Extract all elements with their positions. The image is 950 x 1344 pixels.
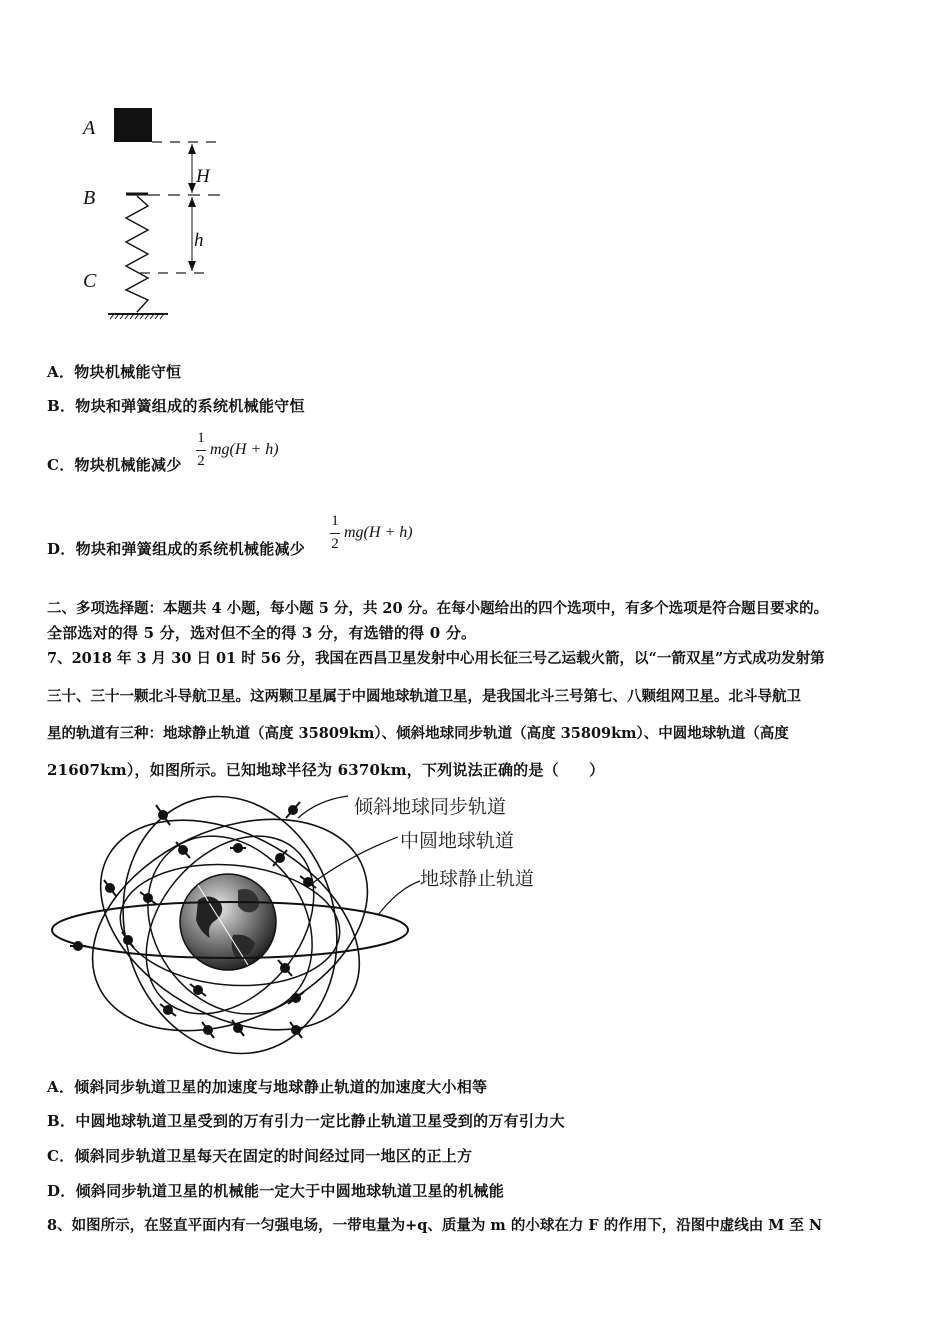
option-letter: B．	[47, 397, 76, 415]
option-letter: C．	[47, 456, 75, 474]
q6-option-a[interactable]	[47, 361, 181, 382]
q6-option-c[interactable]	[47, 454, 182, 475]
q7-option-c[interactable]	[47, 1145, 472, 1166]
option-letter: D．	[47, 1182, 76, 1200]
option-letter: C．	[47, 1147, 75, 1165]
q7-option-b[interactable]	[47, 1110, 565, 1131]
option-text: 倾斜同步轨道卫星的机械能一定大于中圆地球轨道卫星的机械能	[75, 1182, 505, 1200]
q6c-fraction-denominator: 2	[197, 453, 205, 469]
option-letter: D．	[47, 540, 76, 558]
option-text: 倾斜同步轨道卫星的加速度与地球静止轨道的加速度大小相等	[74, 1078, 488, 1096]
option-text: 物块机械能减少	[74, 456, 182, 474]
label-c: C	[83, 270, 97, 292]
label-medium-orbit: 中圆地球轨道	[400, 831, 515, 852]
label-a: A	[83, 117, 96, 139]
label-small-h: h	[194, 230, 204, 251]
q6-option-b[interactable]	[47, 395, 305, 416]
option-letter: B．	[47, 1112, 76, 1130]
block-a	[114, 108, 152, 142]
label-b: B	[83, 187, 96, 209]
label-inclined-orbit: 倾斜地球同步轨道	[354, 797, 507, 818]
q7-option-a[interactable]	[47, 1076, 487, 1097]
option-letter: A．	[47, 1078, 75, 1096]
q6c-expression: mg(H + h)	[210, 441, 279, 458]
spring-diagram	[70, 100, 240, 350]
q6-option-d[interactable]	[47, 538, 305, 559]
section2-line1: 二、多项选择题：本题共 4 小题，每小题 5 分，共 20 分。在每小题给出的四个选项中，有多个选项是符合题目要求的。	[47, 600, 829, 617]
q7-line3: 星的轨道有三种：地球静止轨道（高度 35809km）、倾斜地球同步轨道（高度 35809km）、中圆地球轨道（高度	[47, 725, 789, 742]
option-text: 中圆地球轨道卫星受到的万有引力一定比静止轨道卫星受到的万有引力大	[75, 1112, 565, 1130]
option-letter: A．	[47, 363, 75, 381]
q6c-fraction-bar	[196, 450, 206, 451]
q6d-fraction-bar	[330, 533, 340, 534]
q6d-fraction-numerator: 1	[331, 513, 339, 529]
q6d-fraction-denominator: 2	[331, 536, 339, 552]
label-big-h: H	[196, 166, 210, 187]
option-text: 物块和弹簧组成的系统机械能减少	[75, 540, 306, 558]
q6d-expression: mg(H + h)	[344, 524, 413, 541]
label-stationary-orbit: 地球静止轨道	[420, 869, 535, 890]
option-text: 倾斜同步轨道卫星每天在固定的时间经过同一地区的正上方	[74, 1147, 473, 1165]
orbit-figure	[48, 790, 558, 1060]
option-text: 物块和弹簧组成的系统机械能守恒	[75, 397, 305, 415]
q8-line1: 8、如图所示，在竖直平面内有一匀强电场，一带电量为+q、质量为 m 的小球在力 F 的作用下，沿图中虚线由 M 至 N	[47, 1217, 823, 1234]
spring-block-figure	[70, 100, 240, 350]
q7-line1: 7、2018 年 3 月 30 日 01 时 56 分，我国在西昌卫星发射中心用长征三号乙运载火箭，以“一箭双星”方式成功发射第	[47, 650, 825, 667]
option-text: 物块机械能守恒	[74, 363, 182, 381]
q6c-fraction-numerator: 1	[197, 430, 205, 446]
q7-line2: 三十、三十一颗北斗导航卫星。这两颗卫星属于中圆地球轨道卫星，是我国北斗三号第七、八颗组网卫星。北斗导航卫	[47, 688, 801, 705]
q7-option-d[interactable]	[47, 1180, 504, 1201]
earth	[180, 874, 276, 970]
section2-line2: 全部选对的得 5 分，选对但不全的得 3 分，有选错的得 0 分。	[47, 624, 477, 642]
q7-line4: 21607km），如图所示。已知地球半径为 6370km，下列说法正确的是（ ）	[47, 761, 605, 779]
